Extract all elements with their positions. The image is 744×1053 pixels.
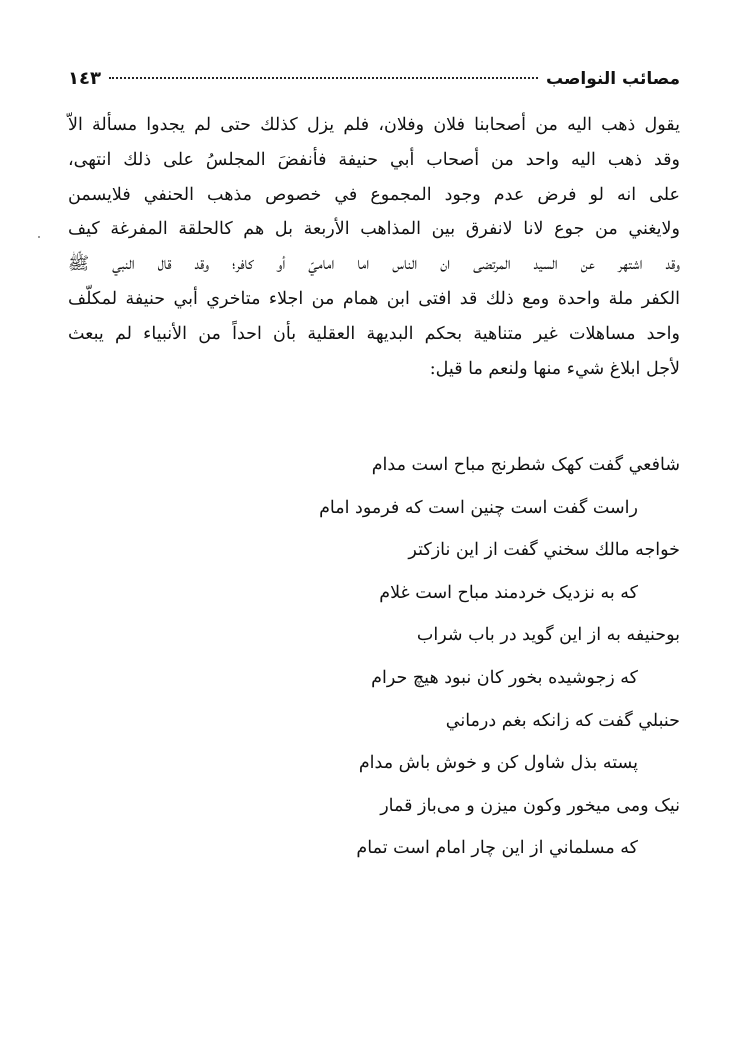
prose-line: يقول ذهب اليه من أصحابنا فلان وفلان، فلم يزل كذلك حتى لم يجدوا مسألة الاّ bbox=[68, 115, 680, 135]
prose-line: الكفر ملة واحدة ومع ذلك قد افتى ابن همام من اجلاء متاخري أبي حنيفة لمكلّف bbox=[68, 288, 680, 309]
poem-hemistich: که زجوشيده بخور کان نبود هيچ حرام bbox=[371, 667, 638, 688]
prose-line: لأجل ابلاغ شيء منها ولنعم ما قيل: bbox=[429, 358, 680, 379]
poem-hemistich: نيک ومی میخور وکون ميزن و می‌باز قمار bbox=[380, 795, 680, 816]
margin-speck bbox=[38, 236, 40, 238]
poem-hemistich: حنبلي گفت که زانکه بغم درماني bbox=[445, 710, 680, 731]
prose-line: على انه لو فرض عدم وجود المجموع في خصوص مذهب الحنفي فلايسمن bbox=[68, 184, 680, 205]
poem-hemistich: راست گفت است چنين است که فرمود امام bbox=[319, 497, 638, 518]
page-header bbox=[68, 68, 680, 98]
header-dot-leader bbox=[109, 77, 538, 79]
page-number: ١٤٣ bbox=[68, 68, 101, 89]
running-title: مصائب النواصب bbox=[545, 69, 680, 89]
poem-hemistich: بوحنيفه به از اين گويد در باب شراب bbox=[416, 625, 680, 646]
poem-hemistich: خواجه مالك سخني گفت از اين نازكتر bbox=[408, 540, 680, 561]
persian-poem bbox=[68, 444, 680, 870]
poem-hemistich: پسته بذل شاول کن و خوش باش مدام bbox=[358, 753, 638, 774]
poem-hemistich: که مسلماني از اين چار امام است تمام bbox=[356, 838, 638, 859]
poem-hemistich: که به نزديک خردمند مباح است غلام bbox=[379, 582, 638, 603]
prose-line: ولايغني من جوع لانا لانفرق بين المذاهب الأربعة بل هم كالحلقة المفرغة كيف bbox=[68, 219, 680, 240]
prose-line: وقد اشتهر عن السيد المرتضى ان الناس اما اماميّ أو كافر؛ وقد قال النبي ﷺ bbox=[68, 254, 680, 275]
prose-paragraph bbox=[68, 108, 680, 386]
poem-hemistich: شافعي گفت کهک شطرنج مباح است مدام bbox=[371, 455, 680, 475]
prose-line: وقد ذهب اليه واحد من أصحاب أبي حنيفة فأنفضَ المجلسُ على ذلك انتهى، bbox=[68, 149, 680, 170]
prose-line: واحد مساهلات غير متناهية بحكم البديهة العقلية بأن احداً من الأنبياء لم يبعث bbox=[68, 323, 680, 344]
